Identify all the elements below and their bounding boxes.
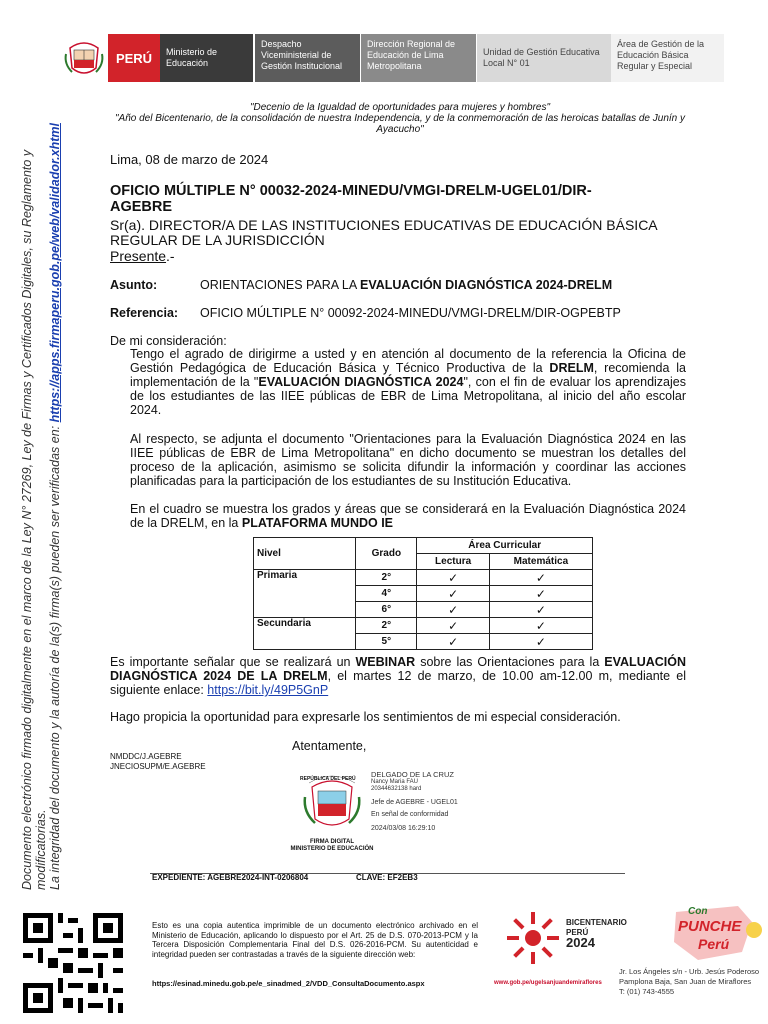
signature-reason: En señal de conformidad (371, 811, 449, 818)
initials (110, 752, 206, 772)
signature-date: 2024/03/08 16:29:10 (371, 825, 436, 832)
p1-text-c: , recomienda la implementación de la " (130, 361, 686, 389)
grado-cell: 6° (356, 602, 417, 618)
header-grado: Grado (356, 538, 417, 570)
asunto-text: ORIENTACIONES PARA LA (200, 278, 360, 292)
con-punche-peru-logo (668, 902, 766, 964)
table-row (254, 618, 593, 634)
grado-cell: 4° (356, 586, 417, 602)
asunto-value (200, 278, 612, 292)
paragraph-2: Al respecto, se adjunta el documento "Orientaciones para la Evaluación Diagnóstica 2024 en las IIEE públicas de EBR de Lima Metropolitana" en dicho documento se muestran los detalles del proceso de la aplicación, asimismo se solicita difundir la información y coordinar las acciones planificadas para la participación de los estudiantes de su Institución Educativa. (130, 432, 686, 488)
punche-text: PUNCHE (678, 918, 742, 935)
footer-address (619, 967, 768, 997)
p1-text-a: Tengo el agrado de dirigirme a usted y en atención al documento de la referencia la Oficina de Gestión Pedagógica de Educación Básica y Técnico Productiva de la (130, 347, 686, 375)
slogan-line-1: "Decenio de la Igualdad de oportunidades para mujeres y hombres" (249, 102, 551, 113)
bicentenario-sun-icon (503, 908, 563, 968)
side-note-line-2 (48, 90, 62, 890)
letter-date: Lima, 08 de marzo de 2024 (110, 152, 269, 167)
lectura-check: ✓ (417, 618, 489, 634)
peru-label: PERÚ (108, 34, 160, 82)
header-matematica: Matemática (489, 554, 592, 570)
p1-text-e: ", con el fin de evaluar los aprendizajes de los estudiantes de las IIEE públicas de EBR de Lima Metropolitana, al inicio del año escolar 2024. (130, 375, 686, 417)
qr-code-icon (18, 908, 128, 1018)
bicentenario-year: 2024 (566, 935, 595, 950)
header-lectura: Lectura (417, 554, 489, 570)
bicentenario-peru: PERÚ (566, 928, 589, 937)
expediente: EXPEDIENTE: AGEBRE2024-INT-0206804 (152, 873, 309, 882)
lectura-check: ✓ (417, 586, 489, 602)
asunto-bold: EVALUACIÓN DIAGNÓSTICA 2024-DRELM (360, 278, 613, 292)
seal-caption (282, 839, 382, 853)
initials-1: NMDDC/J.AGEBRE (110, 752, 182, 761)
nivel-primaria: Primaria (254, 570, 356, 618)
lectura-check: ✓ (417, 570, 489, 586)
direccion-regional-label: Dirección Regional de Educación de Lima Metropolitana (361, 34, 476, 82)
presente-text: Presente (110, 248, 167, 264)
authenticity-note: Esto es una copia autentica imprimible de un documento electrónico archivado en el Ministerio de Educación, aplicando lo dispuesto por el Art. 25 de D.S. 070-2013-PCM y la Tercera Disposición Complementaria Final del D.S. 026-2016-PCM. Su autenticidad e integridad pueden ser contrastadas a través de la siguiente dirección web: (152, 921, 478, 959)
side-note-text: La integridad del documento y la autoría de la(s) firma(s) pueden ser verificadas en: (48, 422, 62, 890)
p4-bold-webinar: WEBINAR (355, 655, 416, 669)
seal-top-text: REPÚBLICA DEL PERÚ (300, 776, 356, 782)
oficio-number: OFICIO MÚLTIPLE N° 00032-2024-MINEDU/VMGI-DRELM-UGEL01/DIR-AGEBRE (110, 183, 592, 215)
area-gestion-label: Área de Gestión de la Educación Básica Regular y Especial (611, 34, 724, 82)
ugel-website[interactable]: www.gob.pe/ugelsanjuandemiraflores (494, 980, 602, 986)
grado-cell: 2° (356, 570, 417, 586)
con-text: Con (688, 906, 708, 917)
punche-peru-text: Perú (698, 936, 730, 952)
saludo: De mi consideración: (110, 334, 227, 348)
presente-suffix: .- (166, 248, 175, 264)
signer-role: Jefe de AGEBRE - UGEL01 (371, 799, 458, 806)
referencia-value: OFICIO MÚLTIPLE N° 00092-2024-MINEDU/VMGI-DRELM/DIR-OGPEBTP (200, 306, 621, 320)
ugel-label: Unidad de Gestión Educativa Local N° 01 (477, 34, 611, 82)
initials-2: JNECIOSUPM/E.AGEBRE (110, 762, 206, 771)
lectura-check: ✓ (417, 602, 489, 618)
p1-bold-drelm: DRELM (549, 361, 594, 375)
p4-text-e: , el martes 12 de marzo, de 10.00 am-12.00 m, mediante el siguiente enlace: (110, 669, 686, 697)
bicentenario-text: BICENTENARIO (566, 918, 627, 927)
ministerio-label: Ministerio de Educación (160, 34, 253, 82)
recipient: Sr(a). DIRECTOR/A DE LAS INSTITUCIONES EDUCATIVAS DE EDUCACIÓN BÁSICA REGULAR DE LA JURISDICCIÓN (110, 217, 657, 248)
paragraph-1 (130, 347, 686, 417)
slogan-line-2: "Año del Bicentenario, de la consolidación de nuestra Independencia, y de la conmemoración de las heroicas batallas de Junín y Ayacucho" (114, 113, 686, 135)
header-nivel: Nivel (254, 538, 356, 570)
paragraph-5: Hago propicia la oportunidad para expresarle los sentimientos de mi especial consideración. (110, 710, 621, 724)
lectura-check: ✓ (417, 634, 489, 650)
matematica-check: ✓ (489, 618, 592, 634)
matematica-check: ✓ (489, 634, 592, 650)
address-line-1: Jr. Los Ángeles s/n - Urb. Jesús Poderoso (619, 967, 760, 976)
paragraph-4 (110, 655, 686, 697)
grado-cell: 5° (356, 634, 417, 650)
matematica-check: ✓ (489, 602, 592, 618)
nivel-secundaria: Secundaria (254, 618, 356, 650)
paragraph-3 (130, 502, 686, 530)
grado-cell: 2° (356, 618, 417, 634)
p1-bold-evaluacion: EVALUACIÓN DIAGNÓSTICA 2024 (258, 375, 464, 389)
asunto-label: Asunto: (110, 278, 158, 292)
side-note-line-1: Documento electrónico firmado digitalmente en el marco de la Ley N° 27269, Ley de Firmas y Certificados Digitales, su Reglamento y modificatorias. (20, 149, 48, 890)
table-row (254, 570, 593, 586)
clave: CLAVE: EF2EB3 (356, 873, 418, 882)
seal-caption-1: FIRMA DIGITAL (310, 839, 354, 845)
bicentenario-logo (566, 918, 627, 948)
header-area-curricular: Área Curricular (417, 538, 593, 554)
validator-link[interactable]: https://apps.firmaperu.gob.pe/web/validador.xhtml (48, 123, 62, 423)
signer-name: DELGADO DE LA CRUZ (371, 770, 454, 779)
p4-bold-evaluacion: EVALUACIÓN DIAGNÓSTICA 2024 DE LA DRELM (110, 655, 686, 683)
verification-url[interactable]: https://esinad.minedu.gob.pe/e_sinadmed_2/VDD_ConsultaDocumento.aspx (152, 979, 425, 988)
signer-ruc: 20344632138 hard (371, 786, 422, 792)
phone: T: (01) 743-4555 (619, 987, 675, 996)
p4-text-c: sobre las Orientaciones para la (415, 655, 605, 669)
closing: Atentamente, (292, 739, 367, 753)
peru-coat-of-arms-logo (60, 34, 108, 82)
digital-signature-note (20, 90, 62, 890)
p4-text-a: Es importante señalar que se realizará un (110, 655, 356, 669)
grades-areas-table (253, 537, 593, 650)
matematica-check: ✓ (489, 570, 592, 586)
p3-bold-plataforma: PLATAFORMA MUNDO IE (241, 516, 394, 530)
despacho-label: Despacho Viceministerial de Gestión Institucional (255, 34, 360, 82)
presente (110, 248, 175, 264)
address-line-2: Pamplona Baja, San Juan de Miraflores (619, 977, 752, 986)
signer-name-2: Nancy Maria FAU (371, 779, 419, 785)
referencia-label: Referencia: (110, 306, 179, 320)
webinar-link[interactable]: https://bit.ly/49P5GnP (207, 683, 329, 697)
seal-caption-2: MINISTERIO DE EDUCACIÓN (290, 846, 374, 852)
p3-text: En el cuadro se muestra los grados y áreas que se considerará en la Evaluación Diagnóstica 2024 de la DRELM, en la (130, 502, 686, 530)
matematica-check: ✓ (489, 586, 592, 602)
slogan (100, 102, 700, 135)
